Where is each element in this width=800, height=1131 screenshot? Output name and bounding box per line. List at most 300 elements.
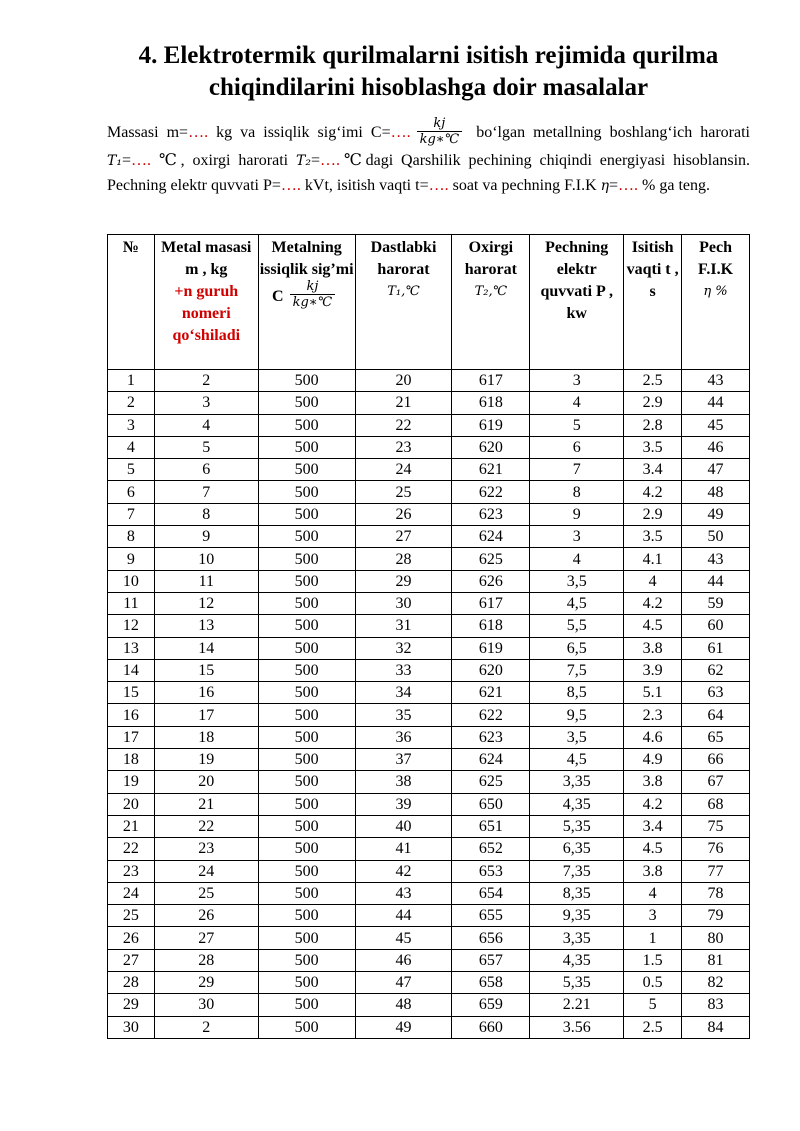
cell-start-temp: 49	[355, 1016, 452, 1038]
cell-power: 7,5	[530, 659, 624, 681]
cell-time: 3.8	[624, 771, 682, 793]
cell-start-temp: 28	[355, 548, 452, 570]
cell-time: 2.9	[624, 503, 682, 525]
table-row	[108, 793, 750, 815]
cell-end-temp: 652	[452, 838, 530, 860]
cell-power: 8,5	[530, 682, 624, 704]
cell-heat-capacity: 500	[258, 414, 355, 436]
cell-power: 3	[530, 526, 624, 548]
cell-power: 9,5	[530, 704, 624, 726]
cell-efficiency: 64	[682, 704, 750, 726]
cell-efficiency: 81	[682, 949, 750, 971]
table-row	[108, 615, 750, 637]
cell-time: 5	[624, 994, 682, 1016]
table-row	[108, 526, 750, 548]
table-row	[108, 726, 750, 748]
header-heat-unit	[272, 281, 341, 312]
header-start-temp	[355, 235, 452, 370]
symbol-t1: T₁	[107, 153, 122, 169]
cell-efficiency: 44	[682, 570, 750, 592]
blank-mass: ….	[188, 124, 209, 142]
cell-heat-capacity: 500	[258, 882, 355, 904]
cell-time: 5.1	[624, 682, 682, 704]
cell-mass: 8	[154, 503, 258, 525]
header-mass	[154, 235, 258, 370]
cell-mass: 26	[154, 905, 258, 927]
table-row	[108, 414, 750, 436]
header-heat-symbol: C	[272, 287, 284, 305]
symbol-t2: T₂	[295, 153, 311, 169]
table-row	[108, 704, 750, 726]
cell-number: 15	[108, 682, 155, 704]
cell-power: 9,35	[530, 905, 624, 927]
cell-efficiency: 62	[682, 659, 750, 681]
cell-efficiency: 77	[682, 860, 750, 882]
cell-number: 29	[108, 994, 155, 1016]
cell-mass: 6	[154, 459, 258, 481]
cell-power: 3,35	[530, 927, 624, 949]
cell-mass: 4	[154, 414, 258, 436]
cell-end-temp: 626	[452, 570, 530, 592]
cell-number: 1	[108, 370, 155, 392]
cell-time: 2.5	[624, 370, 682, 392]
table-row	[108, 905, 750, 927]
cell-efficiency: 49	[682, 503, 750, 525]
cell-mass: 3	[154, 392, 258, 414]
blank-heat: ….	[390, 124, 411, 142]
table-row	[108, 860, 750, 882]
table-row	[108, 749, 750, 771]
cell-number: 10	[108, 570, 155, 592]
cell-end-temp: 650	[452, 793, 530, 815]
cell-mass: 11	[154, 570, 258, 592]
cell-time: 2.3	[624, 704, 682, 726]
cell-efficiency: 59	[682, 592, 750, 614]
cell-efficiency: 47	[682, 459, 750, 481]
cell-number: 8	[108, 526, 155, 548]
cell-power: 6,35	[530, 838, 624, 860]
cell-mass: 29	[154, 972, 258, 994]
cell-mass: 19	[154, 749, 258, 771]
cell-start-temp: 41	[355, 838, 452, 860]
intro-text: kVt, isitish vaqti t=	[300, 176, 429, 194]
cell-start-temp: 36	[355, 726, 452, 748]
table-body	[108, 370, 750, 1039]
intro-text: bo‘lgan metallning boshlang‘ich harorati	[468, 124, 750, 142]
cell-power: 3,5	[530, 570, 624, 592]
cell-mass: 27	[154, 927, 258, 949]
intro-text: =	[121, 152, 131, 169]
cell-mass: 28	[154, 949, 258, 971]
table-row	[108, 927, 750, 949]
fraction-numerator: kj	[306, 279, 319, 294]
cell-start-temp: 48	[355, 994, 452, 1016]
cell-heat-capacity: 500	[258, 459, 355, 481]
cell-number: 25	[108, 905, 155, 927]
table-row	[108, 771, 750, 793]
cell-mass: 2	[154, 1016, 258, 1038]
cell-number: 21	[108, 815, 155, 837]
cell-mass: 20	[154, 771, 258, 793]
cell-efficiency: 83	[682, 994, 750, 1016]
symbol-eta: η	[600, 177, 610, 194]
cell-power: 3,35	[530, 771, 624, 793]
cell-power: 8,35	[530, 882, 624, 904]
fraction-denominator: kg∗℃	[417, 131, 463, 147]
cell-heat-capacity: 500	[258, 503, 355, 525]
header-end-symbol: T₂,℃	[474, 284, 508, 299]
cell-heat-capacity: 500	[258, 436, 355, 458]
cell-time: 3.4	[624, 459, 682, 481]
cell-efficiency: 68	[682, 793, 750, 815]
cell-number: 9	[108, 548, 155, 570]
cell-time: 3.5	[624, 436, 682, 458]
intro-text: soat va pechning F.I.K	[448, 176, 601, 194]
cell-power: 4	[530, 548, 624, 570]
cell-power: 6,5	[530, 637, 624, 659]
cell-start-temp: 34	[355, 682, 452, 704]
cell-heat-capacity: 500	[258, 749, 355, 771]
cell-number: 30	[108, 1016, 155, 1038]
data-table	[107, 234, 750, 1039]
cell-power: 6	[530, 436, 624, 458]
intro-text: kg va issiqlik sig‘imi C=	[208, 124, 391, 142]
cell-mass: 13	[154, 615, 258, 637]
cell-end-temp: 624	[452, 749, 530, 771]
cell-end-temp: 625	[452, 548, 530, 570]
header-end-label: Oxirgi harorat	[464, 239, 517, 278]
cell-start-temp: 29	[355, 570, 452, 592]
cell-efficiency: 66	[682, 749, 750, 771]
cell-number: 13	[108, 637, 155, 659]
table-row	[108, 503, 750, 525]
blank-t2: ….	[319, 152, 340, 169]
cell-time: 4.2	[624, 592, 682, 614]
cell-power: 5	[530, 414, 624, 436]
cell-start-temp: 23	[355, 436, 452, 458]
table-row	[108, 994, 750, 1016]
cell-time: 4.5	[624, 838, 682, 860]
cell-start-temp: 37	[355, 749, 452, 771]
cell-mass: 7	[154, 481, 258, 503]
blank-power: ….	[280, 176, 301, 194]
cell-start-temp: 30	[355, 592, 452, 614]
cell-power: 5,5	[530, 615, 624, 637]
header-heat-label: Metalning issiqlik sig’mi	[259, 239, 354, 278]
table-row	[108, 949, 750, 971]
cell-efficiency: 44	[682, 392, 750, 414]
cell-heat-capacity: 500	[258, 370, 355, 392]
cell-end-temp: 620	[452, 659, 530, 681]
cell-efficiency: 45	[682, 414, 750, 436]
cell-time: 4.2	[624, 481, 682, 503]
cell-number: 20	[108, 793, 155, 815]
cell-heat-capacity: 500	[258, 949, 355, 971]
cell-start-temp: 33	[355, 659, 452, 681]
cell-end-temp: 617	[452, 592, 530, 614]
cell-heat-capacity: 500	[258, 548, 355, 570]
cell-start-temp: 35	[355, 704, 452, 726]
cell-number: 19	[108, 771, 155, 793]
cell-efficiency: 60	[682, 615, 750, 637]
cell-time: 3.9	[624, 659, 682, 681]
cell-number: 3	[108, 414, 155, 436]
table-header-row	[108, 235, 750, 370]
problem-statement	[107, 118, 750, 198]
cell-mass: 16	[154, 682, 258, 704]
cell-heat-capacity: 500	[258, 927, 355, 949]
cell-efficiency: 43	[682, 370, 750, 392]
table-row	[108, 659, 750, 681]
cell-start-temp: 22	[355, 414, 452, 436]
cell-heat-capacity: 500	[258, 972, 355, 994]
unit-fraction	[417, 116, 463, 147]
cell-efficiency: 76	[682, 838, 750, 860]
cell-efficiency: 48	[682, 481, 750, 503]
table-row	[108, 1016, 750, 1038]
intro-text: Massasi m=	[107, 124, 189, 142]
table-row	[108, 548, 750, 570]
cell-end-temp: 621	[452, 459, 530, 481]
cell-end-temp: 656	[452, 927, 530, 949]
cell-end-temp: 660	[452, 1016, 530, 1038]
cell-number: 12	[108, 615, 155, 637]
cell-end-temp: 655	[452, 905, 530, 927]
cell-efficiency: 50	[682, 526, 750, 548]
header-start-symbol: T₁,℃	[387, 284, 420, 299]
cell-mass: 17	[154, 704, 258, 726]
blank-t1: ….	[130, 152, 151, 169]
cell-time: 3	[624, 905, 682, 927]
cell-end-temp: 651	[452, 815, 530, 837]
table-row	[108, 436, 750, 458]
cell-start-temp: 39	[355, 793, 452, 815]
cell-efficiency: 61	[682, 637, 750, 659]
cell-number: 16	[108, 704, 155, 726]
cell-end-temp: 619	[452, 414, 530, 436]
cell-end-temp: 622	[452, 481, 530, 503]
cell-end-temp: 657	[452, 949, 530, 971]
cell-start-temp: 25	[355, 481, 452, 503]
cell-start-temp: 31	[355, 615, 452, 637]
cell-number: 5	[108, 459, 155, 481]
cell-power: 3	[530, 370, 624, 392]
header-eff-label: Pech F.I.K	[698, 239, 734, 278]
cell-efficiency: 75	[682, 815, 750, 837]
cell-start-temp: 20	[355, 370, 452, 392]
header-start-label: Dastlabki harorat	[370, 239, 437, 278]
table-row	[108, 815, 750, 837]
table-row	[108, 459, 750, 481]
cell-end-temp: 618	[452, 615, 530, 637]
cell-time: 1.5	[624, 949, 682, 971]
cell-number: 28	[108, 972, 155, 994]
intro-text: ℃dagi Qarshilik pechining chiqindi energiyasi hisoblansin. Pechning elektr quvvati P=	[107, 152, 751, 194]
cell-time: 4.1	[624, 548, 682, 570]
page-title: 4. Elektrotermik qurilmalarni isitish rejimida qurilma chiqindilarini hisoblashga doir masalalar	[138, 42, 719, 101]
cell-number: 27	[108, 949, 155, 971]
cell-time: 4	[624, 882, 682, 904]
cell-heat-capacity: 500	[258, 615, 355, 637]
cell-power: 9	[530, 503, 624, 525]
cell-start-temp: 42	[355, 860, 452, 882]
cell-mass: 5	[154, 436, 258, 458]
cell-heat-capacity: 500	[258, 793, 355, 815]
cell-heat-capacity: 500	[258, 659, 355, 681]
cell-mass: 22	[154, 815, 258, 837]
cell-number: 26	[108, 927, 155, 949]
cell-efficiency: 82	[682, 972, 750, 994]
cell-number: 24	[108, 882, 155, 904]
cell-mass: 15	[154, 659, 258, 681]
table-row	[108, 972, 750, 994]
cell-power: 4,35	[530, 949, 624, 971]
cell-end-temp: 625	[452, 771, 530, 793]
cell-end-temp: 620	[452, 436, 530, 458]
cell-efficiency: 46	[682, 436, 750, 458]
cell-heat-capacity: 500	[258, 526, 355, 548]
cell-heat-capacity: 500	[258, 637, 355, 659]
cell-number: 11	[108, 592, 155, 614]
header-efficiency	[682, 235, 750, 370]
cell-start-temp: 43	[355, 882, 452, 904]
cell-heat-capacity: 500	[258, 704, 355, 726]
cell-efficiency: 84	[682, 1016, 750, 1038]
cell-heat-capacity: 500	[258, 860, 355, 882]
cell-heat-capacity: 500	[258, 994, 355, 1016]
cell-mass: 2	[154, 370, 258, 392]
table-row	[108, 882, 750, 904]
cell-efficiency: 43	[682, 548, 750, 570]
header-eff-symbol: η %	[703, 284, 728, 299]
cell-number: 14	[108, 659, 155, 681]
cell-heat-capacity: 500	[258, 392, 355, 414]
cell-heat-capacity: 500	[258, 838, 355, 860]
cell-start-temp: 44	[355, 905, 452, 927]
cell-power: 4	[530, 392, 624, 414]
header-end-temp	[452, 235, 530, 370]
cell-mass: 9	[154, 526, 258, 548]
cell-heat-capacity: 500	[258, 570, 355, 592]
cell-end-temp: 658	[452, 972, 530, 994]
cell-power: 4,5	[530, 749, 624, 771]
cell-number: 17	[108, 726, 155, 748]
cell-time: 4.9	[624, 749, 682, 771]
cell-time: 4.5	[624, 615, 682, 637]
intro-text: ℃, oxirgi harorati	[150, 152, 296, 169]
cell-time: 3.8	[624, 637, 682, 659]
cell-start-temp: 27	[355, 526, 452, 548]
cell-efficiency: 78	[682, 882, 750, 904]
cell-time: 3.4	[624, 815, 682, 837]
blank-time: ….	[428, 176, 449, 194]
cell-heat-capacity: 500	[258, 481, 355, 503]
fraction-denominator: kg∗℃	[290, 294, 336, 310]
cell-end-temp: 617	[452, 370, 530, 392]
cell-time: 4	[624, 570, 682, 592]
cell-mass: 30	[154, 994, 258, 1016]
cell-number: 6	[108, 481, 155, 503]
fraction-numerator: kj	[433, 116, 446, 131]
cell-power: 8	[530, 481, 624, 503]
cell-efficiency: 80	[682, 927, 750, 949]
table-row	[108, 570, 750, 592]
table-row	[108, 481, 750, 503]
cell-time: 4.2	[624, 793, 682, 815]
cell-efficiency: 79	[682, 905, 750, 927]
cell-power: 5,35	[530, 972, 624, 994]
document-page	[107, 40, 750, 198]
cell-start-temp: 26	[355, 503, 452, 525]
cell-mass: 18	[154, 726, 258, 748]
cell-heat-capacity: 500	[258, 682, 355, 704]
cell-end-temp: 659	[452, 994, 530, 1016]
cell-number: 7	[108, 503, 155, 525]
cell-start-temp: 24	[355, 459, 452, 481]
cell-heat-capacity: 500	[258, 592, 355, 614]
cell-mass: 14	[154, 637, 258, 659]
cell-start-temp: 32	[355, 637, 452, 659]
cell-mass: 10	[154, 548, 258, 570]
cell-efficiency: 63	[682, 682, 750, 704]
cell-end-temp: 622	[452, 704, 530, 726]
intro-text: =	[310, 152, 320, 169]
cell-heat-capacity: 500	[258, 771, 355, 793]
cell-mass: 23	[154, 838, 258, 860]
cell-mass: 12	[154, 592, 258, 614]
table-row	[108, 838, 750, 860]
cell-power: 5,35	[530, 815, 624, 837]
cell-power: 3,5	[530, 726, 624, 748]
cell-heat-capacity: 500	[258, 905, 355, 927]
cell-end-temp: 624	[452, 526, 530, 548]
cell-end-temp: 619	[452, 637, 530, 659]
table-row	[108, 682, 750, 704]
cell-end-temp: 618	[452, 392, 530, 414]
cell-start-temp: 47	[355, 972, 452, 994]
table-row	[108, 637, 750, 659]
cell-efficiency: 65	[682, 726, 750, 748]
intro-text: % ga teng.	[638, 176, 711, 194]
cell-start-temp: 40	[355, 815, 452, 837]
header-time: Isitish vaqti t , s	[624, 235, 682, 370]
cell-end-temp: 623	[452, 726, 530, 748]
blank-efficiency: ….	[618, 176, 639, 194]
cell-time: 3.5	[624, 526, 682, 548]
cell-number: 2	[108, 392, 155, 414]
cell-power: 4,35	[530, 793, 624, 815]
header-number: №	[108, 235, 155, 370]
cell-start-temp: 21	[355, 392, 452, 414]
cell-power: 4,5	[530, 592, 624, 614]
cell-number: 18	[108, 749, 155, 771]
cell-time: 4.6	[624, 726, 682, 748]
cell-end-temp: 654	[452, 882, 530, 904]
cell-start-temp: 46	[355, 949, 452, 971]
unit-fraction	[290, 279, 336, 310]
intro-text: =	[609, 176, 619, 194]
table-row	[108, 392, 750, 414]
cell-time: 3.8	[624, 860, 682, 882]
cell-number: 23	[108, 860, 155, 882]
cell-time: 2.5	[624, 1016, 682, 1038]
cell-power: 7	[530, 459, 624, 481]
cell-mass: 25	[154, 882, 258, 904]
cell-end-temp: 653	[452, 860, 530, 882]
cell-heat-capacity: 500	[258, 1016, 355, 1038]
cell-end-temp: 623	[452, 503, 530, 525]
cell-power: 7,35	[530, 860, 624, 882]
